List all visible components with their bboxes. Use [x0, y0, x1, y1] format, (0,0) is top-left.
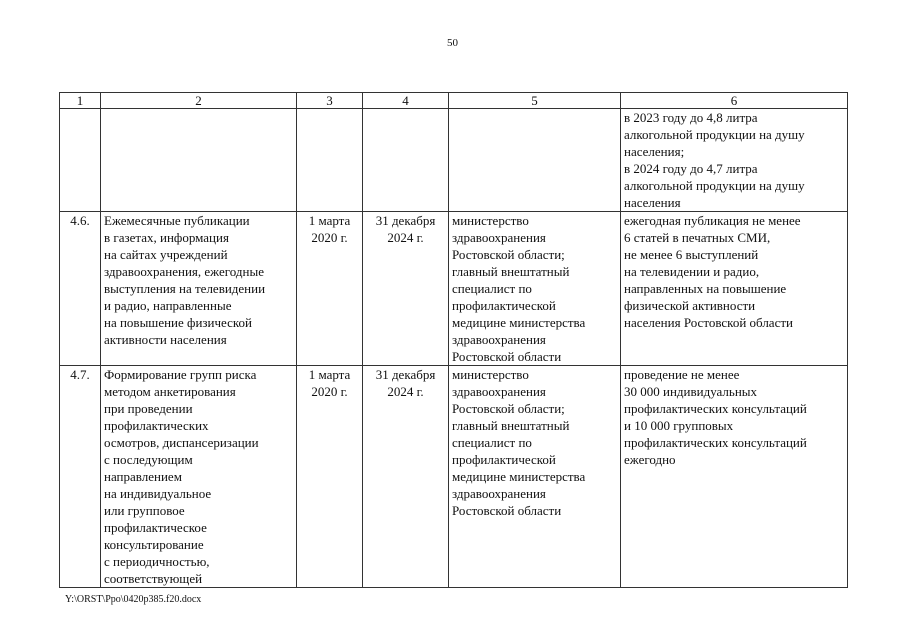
- cell-result: [621, 212, 848, 366]
- column-header: 5: [449, 93, 621, 109]
- cell-line: при проведении: [104, 401, 193, 416]
- cell-line: медицине министерства: [452, 315, 586, 330]
- cell-line: 2020 г.: [311, 384, 348, 399]
- cell-number: 4.6.: [60, 212, 101, 366]
- cell-start-date: [297, 109, 363, 212]
- cell-line: алкогольной продукции на душу: [624, 178, 805, 193]
- cell-line: главный внештатный: [452, 418, 570, 433]
- cell-result: [621, 366, 848, 588]
- cell-result: [621, 109, 848, 212]
- cell-activity: [101, 212, 297, 366]
- table-row: [60, 109, 848, 212]
- cell-line: профилактических консультаций: [624, 435, 807, 450]
- cell-line: медицине министерства: [452, 469, 586, 484]
- cell-line: 30 000 индивидуальных: [624, 384, 758, 399]
- cell-start-date: [297, 212, 363, 366]
- cell-line: направлением: [104, 469, 182, 484]
- cell-line: 1 марта: [308, 367, 351, 382]
- cell-line: осмотров, диспансеризации: [104, 435, 259, 450]
- cell-line: Ростовской области;: [452, 401, 565, 416]
- cell-line: министерство: [452, 367, 529, 382]
- cell-responsible: [449, 109, 621, 212]
- cell-end-date: [363, 366, 449, 588]
- cell-responsible: [449, 366, 621, 588]
- cell-line: Ростовской области: [452, 349, 562, 364]
- cell-line: профилактической: [452, 298, 556, 313]
- cell-line: в 2024 году до 4,7 литра: [624, 161, 758, 176]
- cell-line: населения Ростовской области: [624, 315, 793, 330]
- cell-line: Ежемесячные публикации: [104, 213, 250, 228]
- column-header: 3: [297, 93, 363, 109]
- cell-line: консультирование: [104, 537, 204, 552]
- cell-line: 31 декабря: [375, 213, 436, 228]
- cell-line: Ростовской области;: [452, 247, 565, 262]
- cell-activity: [101, 366, 297, 588]
- cell-line: алкогольной продукции на душу: [624, 127, 805, 142]
- cell-line: на телевидении и радио,: [624, 264, 760, 279]
- cell-line: ежегодная публикация не менее: [624, 213, 801, 228]
- cell-start-date: [297, 366, 363, 588]
- cell-line: 2024 г.: [387, 384, 424, 399]
- cell-line: физической активности: [624, 298, 756, 313]
- cell-number: 4.7.: [60, 366, 101, 588]
- cell-line: специалист по: [452, 281, 532, 296]
- cell-line: не менее 6 выступлений: [624, 247, 759, 262]
- cell-line: профилактических консультаций: [624, 401, 807, 416]
- cell-activity: [101, 109, 297, 212]
- cell-line: 6 статей в печатных СМИ,: [624, 230, 771, 245]
- cell-line: активности населения: [104, 332, 227, 347]
- cell-line: 2024 г.: [387, 230, 424, 245]
- table-row: [60, 366, 848, 588]
- cell-line: выступления на телевидении: [104, 281, 266, 296]
- file-path-footer: Y:\ORST\Ppo\0420p385.f20.docx: [65, 594, 202, 605]
- cell-line: здравоохранения: [452, 486, 546, 501]
- cell-line: и 10 000 групповых: [624, 418, 734, 433]
- cell-line: 2020 г.: [311, 230, 348, 245]
- cell-line: с последующим: [104, 452, 193, 467]
- activities-table: [59, 92, 848, 588]
- cell-line: 1 марта: [308, 213, 351, 228]
- cell-line: профилактическое: [104, 520, 207, 535]
- cell-line: на повышение физической: [104, 315, 253, 330]
- cell-line: здравоохранения: [452, 332, 546, 347]
- cell-line: населения;: [624, 144, 685, 159]
- cell-end-date: [363, 212, 449, 366]
- cell-line: министерство: [452, 213, 529, 228]
- cell-line: населения: [624, 195, 681, 210]
- cell-number: [60, 109, 101, 212]
- cell-line: методом анкетирования: [104, 384, 236, 399]
- cell-line: и радио, направленные: [104, 298, 232, 313]
- cell-line: в 2023 году до 4,8 литра: [624, 110, 758, 125]
- cell-line: проведение не менее: [624, 367, 740, 382]
- cell-line: направленных на повышение: [624, 281, 787, 296]
- cell-line: Формирование групп риска: [104, 367, 257, 382]
- cell-line: здравоохранения: [452, 230, 546, 245]
- cell-line: профилактических: [104, 418, 209, 433]
- cell-line: главный внештатный: [452, 264, 570, 279]
- cell-line: на сайтах учреждений: [104, 247, 228, 262]
- header-row: [60, 93, 848, 109]
- cell-line: с периодичностью,: [104, 554, 210, 569]
- cell-end-date: [363, 109, 449, 212]
- cell-line: здравоохранения: [452, 384, 546, 399]
- cell-line: здравоохранения, ежегодные: [104, 264, 264, 279]
- cell-line: ежегодно: [624, 452, 676, 467]
- table-row: [60, 212, 848, 366]
- cell-line: в газетах, информация: [104, 230, 229, 245]
- column-header: 4: [363, 93, 449, 109]
- cell-line: соответствующей: [104, 571, 203, 586]
- cell-line: 31 декабря: [375, 367, 436, 382]
- cell-line: профилактической: [452, 452, 556, 467]
- column-header: 1: [60, 93, 101, 109]
- cell-line: или групповое: [104, 503, 185, 518]
- page-number: 50: [447, 37, 458, 49]
- cell-line: Ростовской области: [452, 503, 562, 518]
- column-header: 2: [101, 93, 297, 109]
- cell-line: на индивидуальное: [104, 486, 212, 501]
- table-body: [60, 109, 848, 588]
- column-header: 6: [621, 93, 848, 109]
- cell-responsible: [449, 212, 621, 366]
- cell-line: специалист по: [452, 435, 532, 450]
